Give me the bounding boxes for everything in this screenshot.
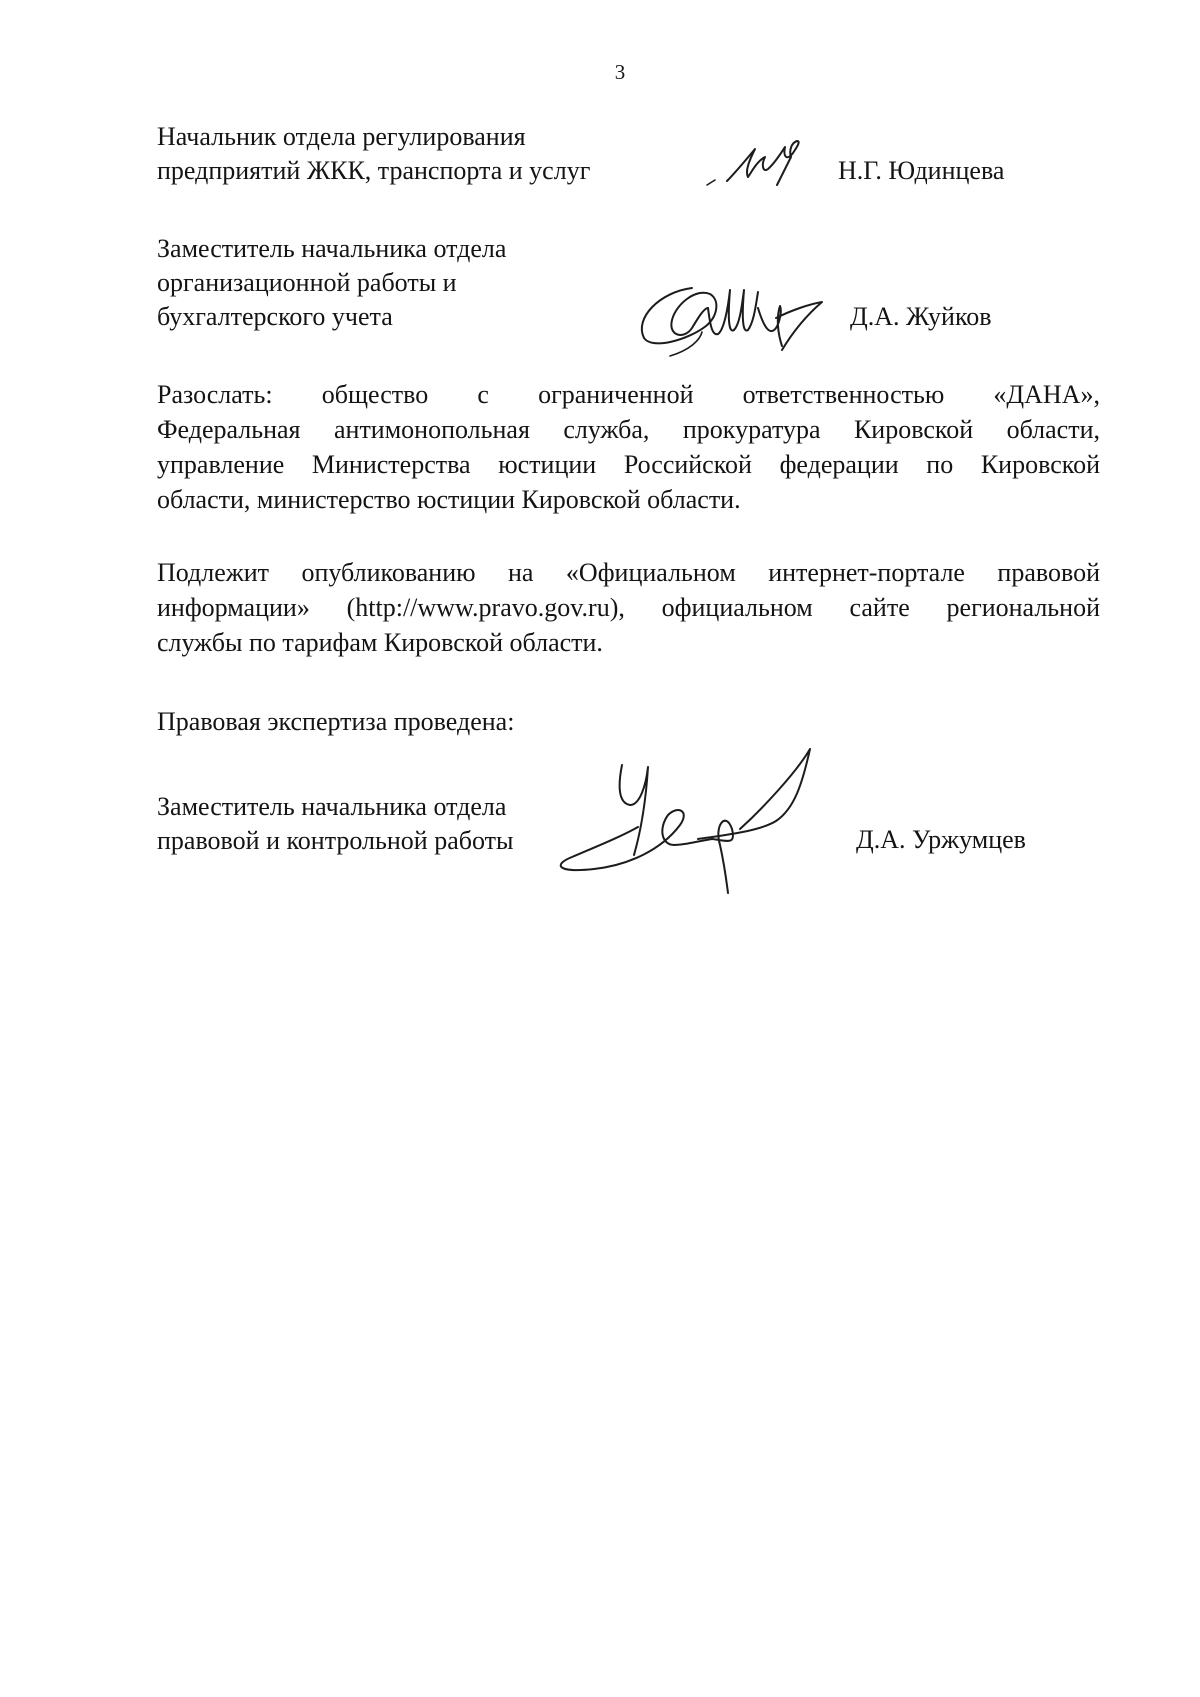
signature-3 xyxy=(550,745,840,895)
distribution-line: области, министерство юстиции Кировской области. xyxy=(157,485,741,514)
legal-review-position xyxy=(157,790,513,858)
distribution-line: управление Министерства юстиции Российской федерации по Кировской xyxy=(157,450,1100,479)
position-line: организационной работы и xyxy=(157,268,457,297)
signatory-2-position xyxy=(157,232,506,334)
signature-2 xyxy=(630,278,840,358)
signatory-2-name: Д.А. Жуйков xyxy=(850,302,992,331)
legal-review-name: Д.А. Уржумцев xyxy=(856,825,1026,854)
page-number: 3 xyxy=(614,60,626,84)
publication-notice xyxy=(157,555,1100,660)
position-line: правовой и контрольной работы xyxy=(157,826,514,855)
distribution-line: Разослать: общество с ограниченной ответственностью «ДАНА», xyxy=(157,380,1100,409)
position-line: Заместитель начальника отдела xyxy=(157,792,507,821)
distribution-list xyxy=(157,377,1100,517)
publication-line: службы по тарифам Кировской области. xyxy=(157,628,603,657)
position-line: предприятий ЖКК, транспорта и услуг xyxy=(157,156,591,185)
position-line: Начальник отдела регулирования xyxy=(157,122,526,151)
legal-review-heading: Правовая экспертиза проведена: xyxy=(157,707,515,736)
publication-line: информации» (http://www.pravo.gov.ru), официальном сайте региональной xyxy=(157,593,1100,622)
signatory-1-name: Н.Г. Юдинцева xyxy=(838,156,1005,185)
distribution-line: Федеральная антимонопольная служба, прокуратура Кировской области, xyxy=(157,415,1100,444)
position-line: Заместитель начальника отдела xyxy=(157,234,507,263)
signature-1 xyxy=(705,135,820,190)
signatory-1-position xyxy=(157,120,590,188)
publication-line: Подлежит опубликованию на «Официальном интернет-портале правовой xyxy=(157,558,1100,587)
position-line: бухгалтерского учета xyxy=(157,302,393,331)
